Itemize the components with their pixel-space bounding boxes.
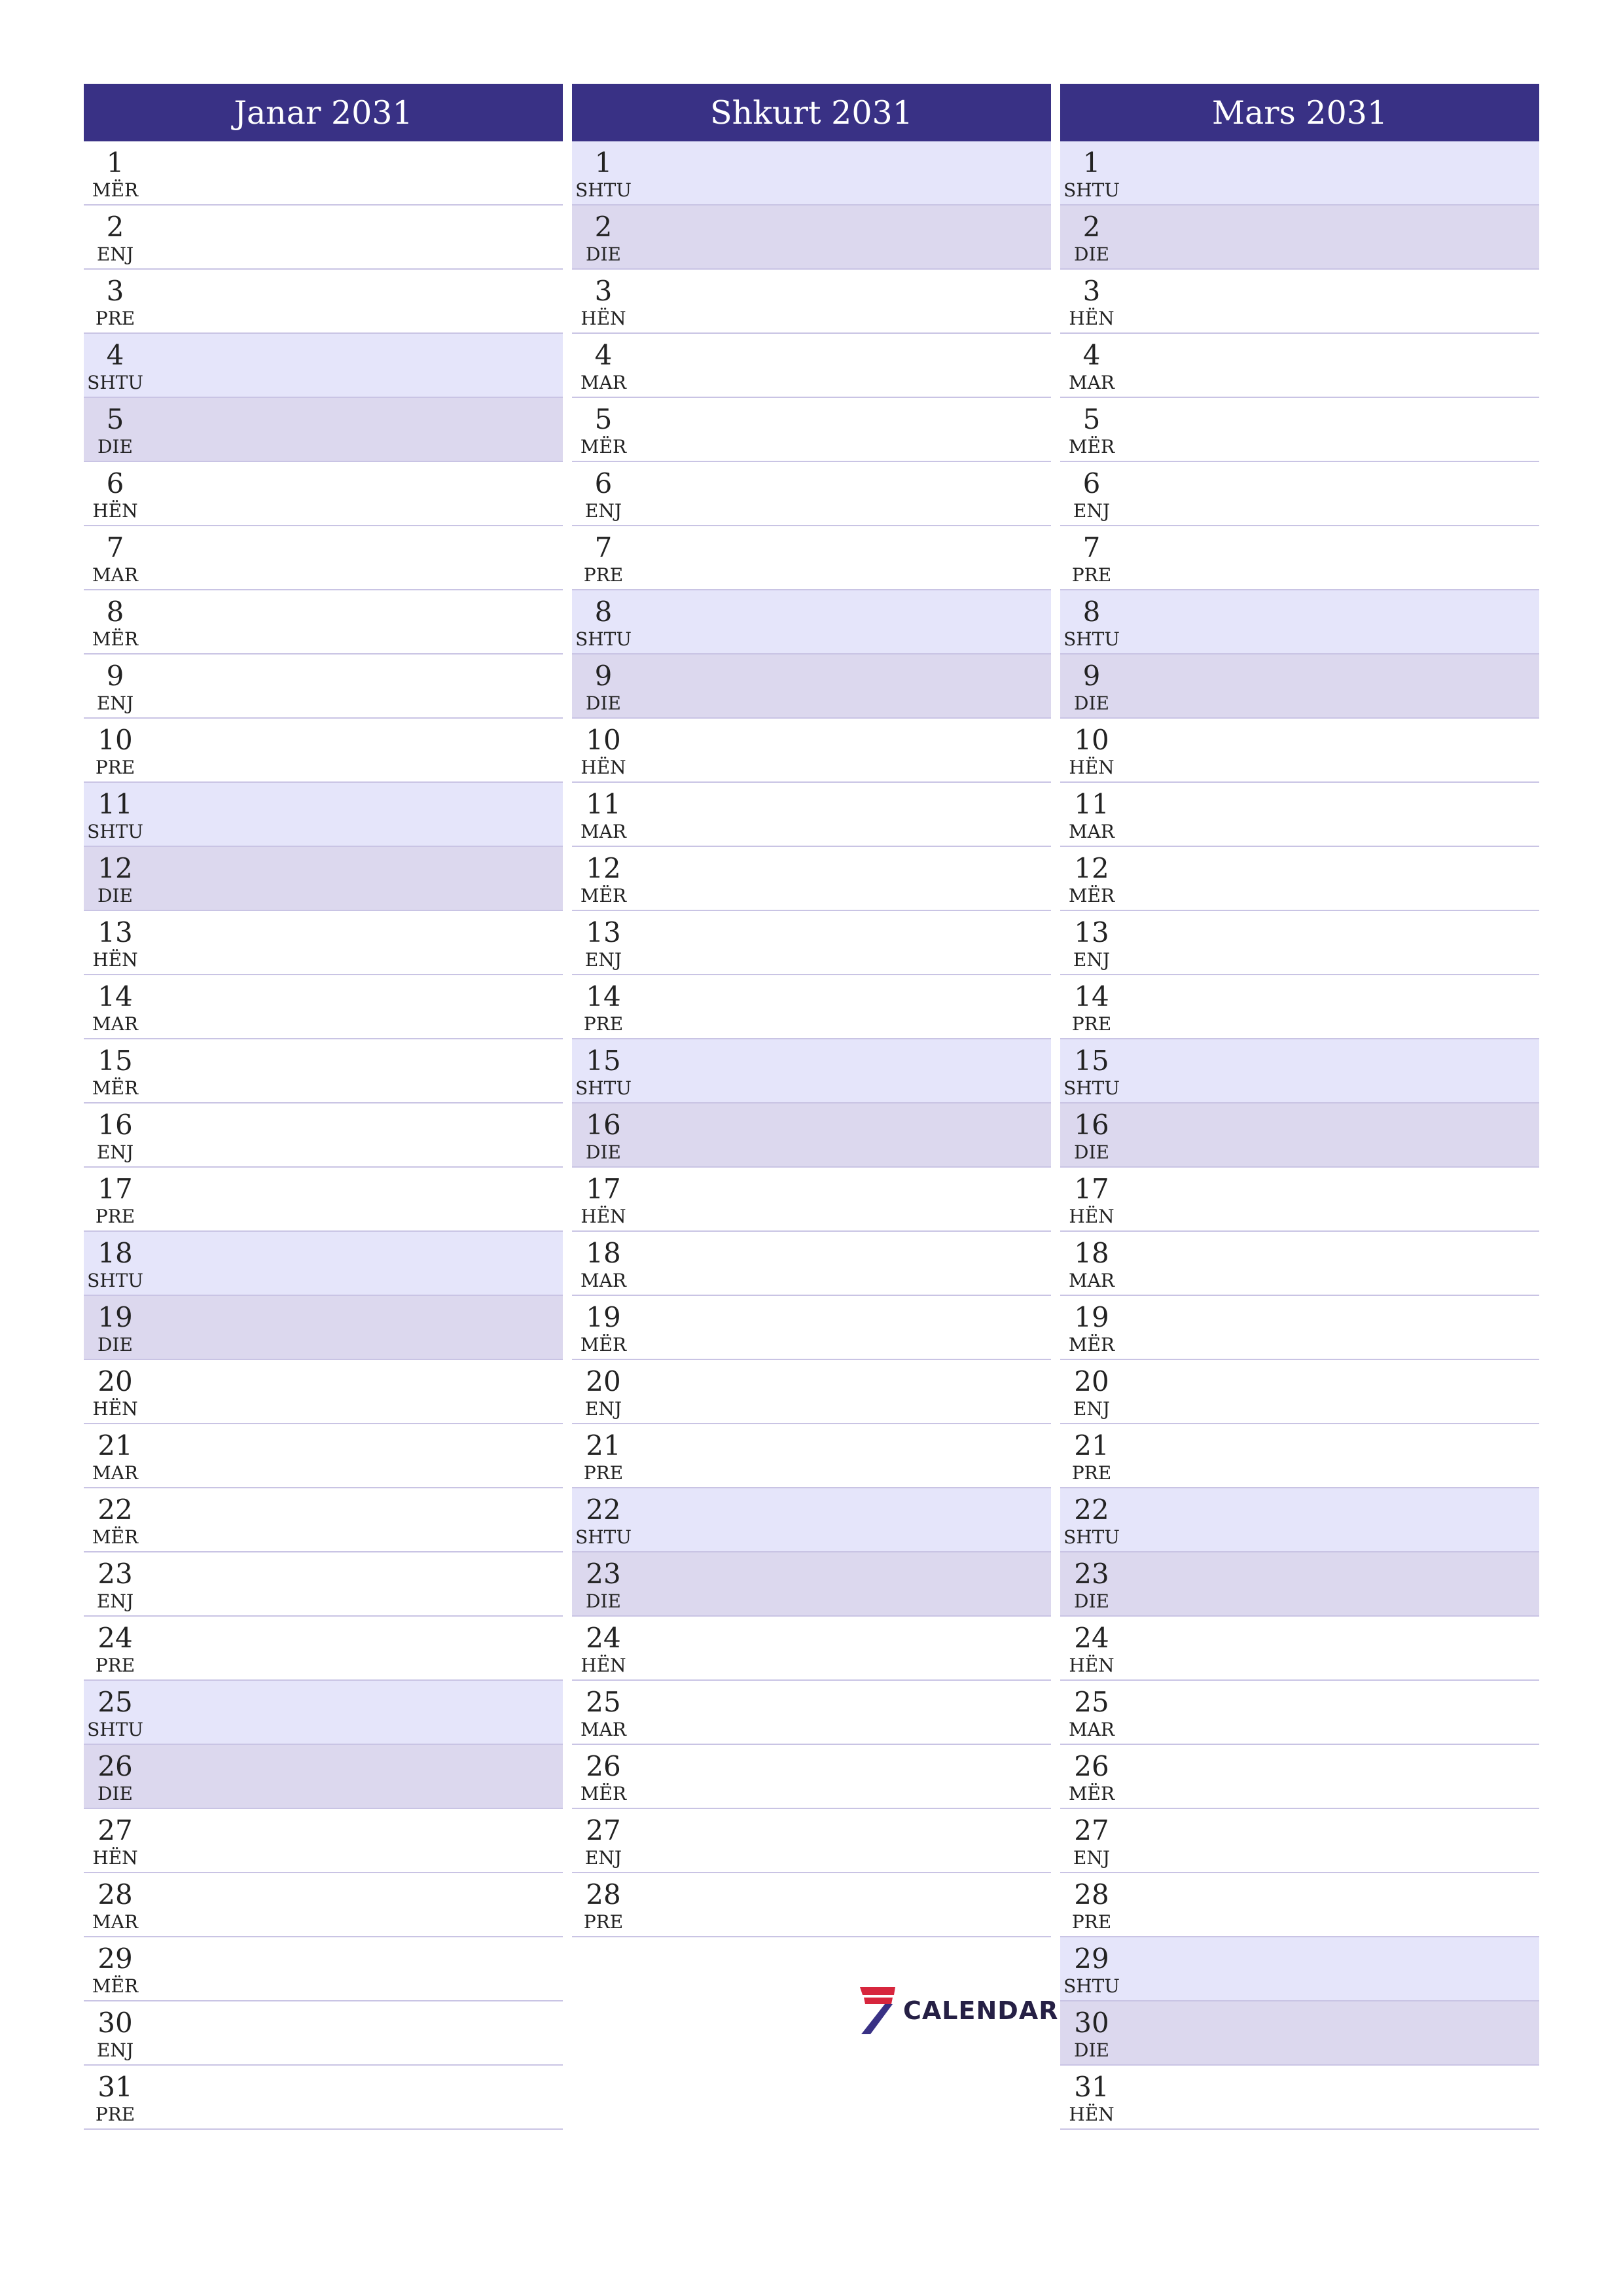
weekday-label: MËR xyxy=(1068,1334,1115,1355)
weekday-label: MAR xyxy=(92,564,138,586)
day-row xyxy=(84,398,563,462)
day-row xyxy=(1060,2001,1539,2066)
weekday-label: SHTU xyxy=(87,372,143,393)
month-title: Shkurt 2031 xyxy=(572,84,1051,141)
day-number: 23 xyxy=(98,1558,133,1590)
day-row xyxy=(84,462,563,526)
weekday-label: PRE xyxy=(95,308,135,329)
day-number: 28 xyxy=(1074,1878,1109,1910)
day-row xyxy=(572,1103,1051,1168)
day-row xyxy=(84,141,563,206)
day-row xyxy=(84,1232,563,1296)
weekday-label: ENJ xyxy=(584,949,622,971)
day-row xyxy=(1060,206,1539,270)
day-number: 24 xyxy=(98,1622,133,1654)
day-number: 16 xyxy=(98,1109,133,1141)
weekday-label: HËN xyxy=(92,1847,138,1869)
day-row xyxy=(84,2066,563,2130)
day-number: 13 xyxy=(586,916,621,948)
day-number: 26 xyxy=(98,1750,133,1782)
day-row xyxy=(1060,655,1539,719)
day-row xyxy=(572,783,1051,847)
day-list xyxy=(84,141,563,2130)
day-number: 10 xyxy=(1074,724,1109,756)
weekday-label: ENJ xyxy=(584,500,622,522)
day-number: 2 xyxy=(594,211,613,243)
day-row xyxy=(84,2001,563,2066)
day-row xyxy=(572,590,1051,655)
day-number: 21 xyxy=(98,1429,133,1462)
day-number: 4 xyxy=(106,339,124,371)
weekday-label: ENJ xyxy=(96,2039,134,2061)
day-number: 7 xyxy=(594,531,613,564)
day-number: 17 xyxy=(586,1173,621,1205)
day-row xyxy=(1060,270,1539,334)
day-number: 27 xyxy=(586,1814,621,1846)
day-row xyxy=(572,141,1051,206)
day-number: 9 xyxy=(594,660,613,692)
day-list xyxy=(572,141,1051,1937)
weekday-label: SHTU xyxy=(575,1526,632,1548)
day-row xyxy=(1060,526,1539,590)
weekday-label: PRE xyxy=(583,1462,624,1484)
day-row xyxy=(84,1681,563,1745)
day-row xyxy=(572,719,1051,783)
day-row xyxy=(1060,1745,1539,1809)
day-number: 10 xyxy=(586,724,621,756)
day-row xyxy=(84,1296,563,1360)
day-number: 14 xyxy=(1074,980,1109,1013)
day-number: 22 xyxy=(98,1494,133,1526)
weekday-label: MËR xyxy=(92,1077,139,1099)
weekday-label: PRE xyxy=(583,564,624,586)
day-number: 21 xyxy=(1074,1429,1109,1462)
day-number: 15 xyxy=(1074,1045,1109,1077)
weekday-label: HËN xyxy=(580,1206,626,1227)
day-row xyxy=(84,911,563,975)
day-number: 12 xyxy=(586,852,621,884)
day-number: 3 xyxy=(594,275,613,307)
day-number: 10 xyxy=(98,724,133,756)
day-number: 5 xyxy=(1082,403,1101,435)
day-row xyxy=(572,1681,1051,1745)
weekday-label: HËN xyxy=(92,1398,138,1420)
weekday-label: SHTU xyxy=(575,179,632,201)
day-row xyxy=(84,1103,563,1168)
day-row xyxy=(84,655,563,719)
weekday-label: ENJ xyxy=(96,692,134,714)
weekday-label: SHTU xyxy=(575,1077,632,1099)
day-row xyxy=(572,334,1051,398)
day-row xyxy=(84,1552,563,1617)
day-row xyxy=(1060,462,1539,526)
day-number: 1 xyxy=(594,147,613,179)
weekday-label: SHTU xyxy=(575,628,632,650)
brand-logo xyxy=(856,1984,1058,2037)
month-column-january xyxy=(84,84,563,2130)
day-number: 11 xyxy=(586,788,621,820)
weekday-label: ENJ xyxy=(1073,1847,1111,1869)
day-number: 14 xyxy=(98,980,133,1013)
day-number: 9 xyxy=(1082,660,1101,692)
day-number: 5 xyxy=(594,403,613,435)
day-number: 3 xyxy=(106,275,124,307)
weekday-label: ENJ xyxy=(584,1847,622,1869)
weekday-label: HËN xyxy=(92,500,138,522)
day-row xyxy=(572,975,1051,1039)
day-number: 8 xyxy=(106,596,124,628)
day-number: 27 xyxy=(1074,1814,1109,1846)
weekday-label: MAR xyxy=(1069,821,1115,842)
day-number: 19 xyxy=(1074,1301,1109,1333)
day-number: 22 xyxy=(1074,1494,1109,1526)
day-number: 29 xyxy=(1074,1943,1109,1975)
day-row xyxy=(1060,398,1539,462)
day-row xyxy=(1060,847,1539,911)
weekday-label: PRE xyxy=(1071,1013,1112,1035)
day-row xyxy=(572,847,1051,911)
day-number: 18 xyxy=(1074,1237,1109,1269)
weekday-label: ENJ xyxy=(96,1141,134,1163)
weekday-label: ENJ xyxy=(1073,949,1111,971)
weekday-label: HËN xyxy=(580,308,626,329)
day-row xyxy=(1060,1873,1539,1937)
day-row xyxy=(1060,334,1539,398)
day-row xyxy=(572,398,1051,462)
weekday-label: MËR xyxy=(92,628,139,650)
day-row xyxy=(572,1360,1051,1424)
weekday-label: DIE xyxy=(1074,1141,1109,1163)
day-number: 13 xyxy=(1074,916,1109,948)
weekday-label: HËN xyxy=(1069,1655,1115,1676)
day-row xyxy=(572,655,1051,719)
weekday-label: HËN xyxy=(580,1655,626,1676)
day-number: 2 xyxy=(1082,211,1101,243)
day-row xyxy=(1060,911,1539,975)
weekday-label: MËR xyxy=(1068,885,1115,906)
weekday-label: PRE xyxy=(1071,1462,1112,1484)
weekday-label: MËR xyxy=(92,179,139,201)
day-number: 12 xyxy=(98,852,133,884)
day-number: 9 xyxy=(106,660,124,692)
day-row xyxy=(84,590,563,655)
day-number: 26 xyxy=(1074,1750,1109,1782)
weekday-label: SHTU xyxy=(1063,179,1120,201)
day-number: 3 xyxy=(1082,275,1101,307)
day-number: 7 xyxy=(1082,531,1101,564)
weekday-label: MAR xyxy=(1069,1719,1115,1740)
day-number: 16 xyxy=(586,1109,621,1141)
day-row xyxy=(572,911,1051,975)
day-number: 20 xyxy=(1074,1365,1109,1397)
day-row xyxy=(572,206,1051,270)
weekday-label: MAR xyxy=(92,1462,138,1484)
day-row xyxy=(1060,1552,1539,1617)
day-row xyxy=(572,1745,1051,1809)
day-row xyxy=(572,1168,1051,1232)
weekday-label: DIE xyxy=(586,1590,621,1612)
day-row xyxy=(1060,1937,1539,2001)
month-column-march xyxy=(1060,84,1539,2130)
day-number: 5 xyxy=(106,403,124,435)
weekday-label: MAR xyxy=(580,372,626,393)
weekday-label: MAR xyxy=(92,1013,138,1035)
day-number: 11 xyxy=(98,788,133,820)
day-row xyxy=(84,1809,563,1873)
day-number: 15 xyxy=(586,1045,621,1077)
day-row xyxy=(1060,1809,1539,1873)
weekday-label: PRE xyxy=(95,2104,135,2125)
day-number: 17 xyxy=(98,1173,133,1205)
day-row xyxy=(1060,2066,1539,2130)
day-number: 1 xyxy=(106,147,124,179)
day-number: 4 xyxy=(594,339,613,371)
day-row xyxy=(84,270,563,334)
weekday-label: HËN xyxy=(1069,757,1115,778)
day-number: 16 xyxy=(1074,1109,1109,1141)
weekday-label: MAR xyxy=(580,1270,626,1291)
weekday-label: MËR xyxy=(1068,1783,1115,1804)
day-row xyxy=(1060,783,1539,847)
day-number: 27 xyxy=(98,1814,133,1846)
weekday-label: SHTU xyxy=(87,1270,143,1291)
day-number: 14 xyxy=(586,980,621,1013)
weekday-label: HËN xyxy=(1069,1206,1115,1227)
weekday-label: MAR xyxy=(580,821,626,842)
day-row xyxy=(84,206,563,270)
day-row xyxy=(84,1168,563,1232)
weekday-label: DIE xyxy=(98,1783,133,1804)
day-list xyxy=(1060,141,1539,2130)
day-row xyxy=(84,975,563,1039)
day-number: 31 xyxy=(1074,2071,1109,2103)
day-number: 8 xyxy=(1082,596,1101,628)
weekday-label: DIE xyxy=(1074,2039,1109,2061)
weekday-label: DIE xyxy=(1074,692,1109,714)
day-number: 31 xyxy=(98,2071,133,2103)
weekday-label: MËR xyxy=(580,436,627,457)
day-row xyxy=(1060,1681,1539,1745)
day-number: 20 xyxy=(586,1365,621,1397)
day-number: 2 xyxy=(106,211,124,243)
weekday-label: SHTU xyxy=(1063,1077,1120,1099)
day-number: 18 xyxy=(586,1237,621,1269)
day-number: 1 xyxy=(1082,147,1101,179)
month-title: Mars 2031 xyxy=(1060,84,1539,141)
weekday-label: ENJ xyxy=(584,1398,622,1420)
day-row xyxy=(572,1488,1051,1552)
day-number: 26 xyxy=(586,1750,621,1782)
day-number: 21 xyxy=(586,1429,621,1462)
weekday-label: PRE xyxy=(1071,1911,1112,1933)
day-number: 22 xyxy=(586,1494,621,1526)
day-row xyxy=(1060,590,1539,655)
month-column-february xyxy=(572,84,1051,1937)
weekday-label: SHTU xyxy=(1063,1526,1120,1548)
weekday-label: PRE xyxy=(1071,564,1112,586)
day-row xyxy=(84,783,563,847)
weekday-label: DIE xyxy=(98,436,133,457)
day-row xyxy=(572,1873,1051,1937)
weekday-label: PRE xyxy=(95,1206,135,1227)
day-row xyxy=(572,462,1051,526)
day-row xyxy=(84,1745,563,1809)
day-row xyxy=(84,1617,563,1681)
weekday-label: MËR xyxy=(1068,436,1115,457)
weekday-label: DIE xyxy=(1074,243,1109,265)
weekday-label: MËR xyxy=(92,1975,139,1997)
day-row xyxy=(572,526,1051,590)
day-row xyxy=(572,1424,1051,1488)
day-row xyxy=(572,1039,1051,1103)
day-number: 17 xyxy=(1074,1173,1109,1205)
weekday-label: HËN xyxy=(92,949,138,971)
day-row xyxy=(84,847,563,911)
day-number: 24 xyxy=(1074,1622,1109,1654)
day-row xyxy=(1060,1232,1539,1296)
weekday-label: ENJ xyxy=(1073,1398,1111,1420)
weekday-label: MËR xyxy=(580,885,627,906)
weekday-label: DIE xyxy=(586,243,621,265)
weekday-label: MAR xyxy=(1069,372,1115,393)
day-number: 30 xyxy=(1074,2007,1109,2039)
day-number: 11 xyxy=(1074,788,1109,820)
day-row xyxy=(84,1937,563,2001)
day-number: 25 xyxy=(1074,1686,1109,1718)
day-number: 6 xyxy=(106,467,124,499)
day-row xyxy=(84,1039,563,1103)
day-row xyxy=(572,1809,1051,1873)
weekday-label: HËN xyxy=(580,757,626,778)
day-number: 12 xyxy=(1074,852,1109,884)
seven-logo-icon xyxy=(856,1984,898,2037)
weekday-label: HËN xyxy=(1069,308,1115,329)
day-number: 18 xyxy=(98,1237,133,1269)
day-number: 8 xyxy=(594,596,613,628)
day-number: 19 xyxy=(98,1301,133,1333)
day-number: 24 xyxy=(586,1622,621,1654)
weekday-label: ENJ xyxy=(96,243,134,265)
day-number: 6 xyxy=(594,467,613,499)
day-row xyxy=(1060,1617,1539,1681)
day-row xyxy=(84,1873,563,1937)
weekday-label: DIE xyxy=(586,692,621,714)
weekday-label: SHTU xyxy=(87,1719,143,1740)
day-number: 23 xyxy=(586,1558,621,1590)
weekday-label: DIE xyxy=(1074,1590,1109,1612)
day-row xyxy=(1060,975,1539,1039)
day-row xyxy=(84,1424,563,1488)
day-row xyxy=(84,1488,563,1552)
weekday-label: MAR xyxy=(92,1911,138,1933)
day-row xyxy=(1060,1039,1539,1103)
weekday-label: HËN xyxy=(1069,2104,1115,2125)
day-number: 6 xyxy=(1082,467,1101,499)
day-number: 25 xyxy=(586,1686,621,1718)
day-row xyxy=(1060,719,1539,783)
weekday-label: ENJ xyxy=(1073,500,1111,522)
weekday-label: MËR xyxy=(580,1334,627,1355)
day-row xyxy=(572,270,1051,334)
day-row xyxy=(1060,1103,1539,1168)
day-row xyxy=(84,1360,563,1424)
day-row xyxy=(1060,1424,1539,1488)
day-row xyxy=(1060,1360,1539,1424)
day-number: 23 xyxy=(1074,1558,1109,1590)
weekday-label: PRE xyxy=(95,757,135,778)
day-row xyxy=(84,334,563,398)
day-number: 28 xyxy=(98,1878,133,1910)
day-number: 7 xyxy=(106,531,124,564)
day-number: 4 xyxy=(1082,339,1101,371)
weekday-label: ENJ xyxy=(96,1590,134,1612)
day-row xyxy=(572,1296,1051,1360)
day-row xyxy=(572,1232,1051,1296)
day-number: 19 xyxy=(586,1301,621,1333)
weekday-label: MAR xyxy=(580,1719,626,1740)
day-row xyxy=(84,526,563,590)
day-row xyxy=(572,1552,1051,1617)
day-number: 25 xyxy=(98,1686,133,1718)
weekday-label: SHTU xyxy=(1063,1975,1120,1997)
weekday-label: DIE xyxy=(98,1334,133,1355)
weekday-label: PRE xyxy=(583,1911,624,1933)
day-row xyxy=(572,1617,1051,1681)
day-number: 30 xyxy=(98,2007,133,2039)
day-number: 20 xyxy=(98,1365,133,1397)
logo-text: CALENDAR xyxy=(903,1996,1059,2025)
day-number: 29 xyxy=(98,1943,133,1975)
day-row xyxy=(1060,1488,1539,1552)
day-number: 28 xyxy=(586,1878,621,1910)
day-row xyxy=(1060,1296,1539,1360)
weekday-label: DIE xyxy=(586,1141,621,1163)
weekday-label: PRE xyxy=(583,1013,624,1035)
weekday-label: PRE xyxy=(95,1655,135,1676)
day-number: 13 xyxy=(98,916,133,948)
day-number: 15 xyxy=(98,1045,133,1077)
weekday-label: MAR xyxy=(1069,1270,1115,1291)
month-title: Janar 2031 xyxy=(84,84,563,141)
day-row xyxy=(1060,141,1539,206)
weekday-label: DIE xyxy=(98,885,133,906)
weekday-label: MËR xyxy=(580,1783,627,1804)
weekday-label: SHTU xyxy=(87,821,143,842)
day-row xyxy=(1060,1168,1539,1232)
weekday-label: MËR xyxy=(92,1526,139,1548)
weekday-label: SHTU xyxy=(1063,628,1120,650)
day-row xyxy=(84,719,563,783)
